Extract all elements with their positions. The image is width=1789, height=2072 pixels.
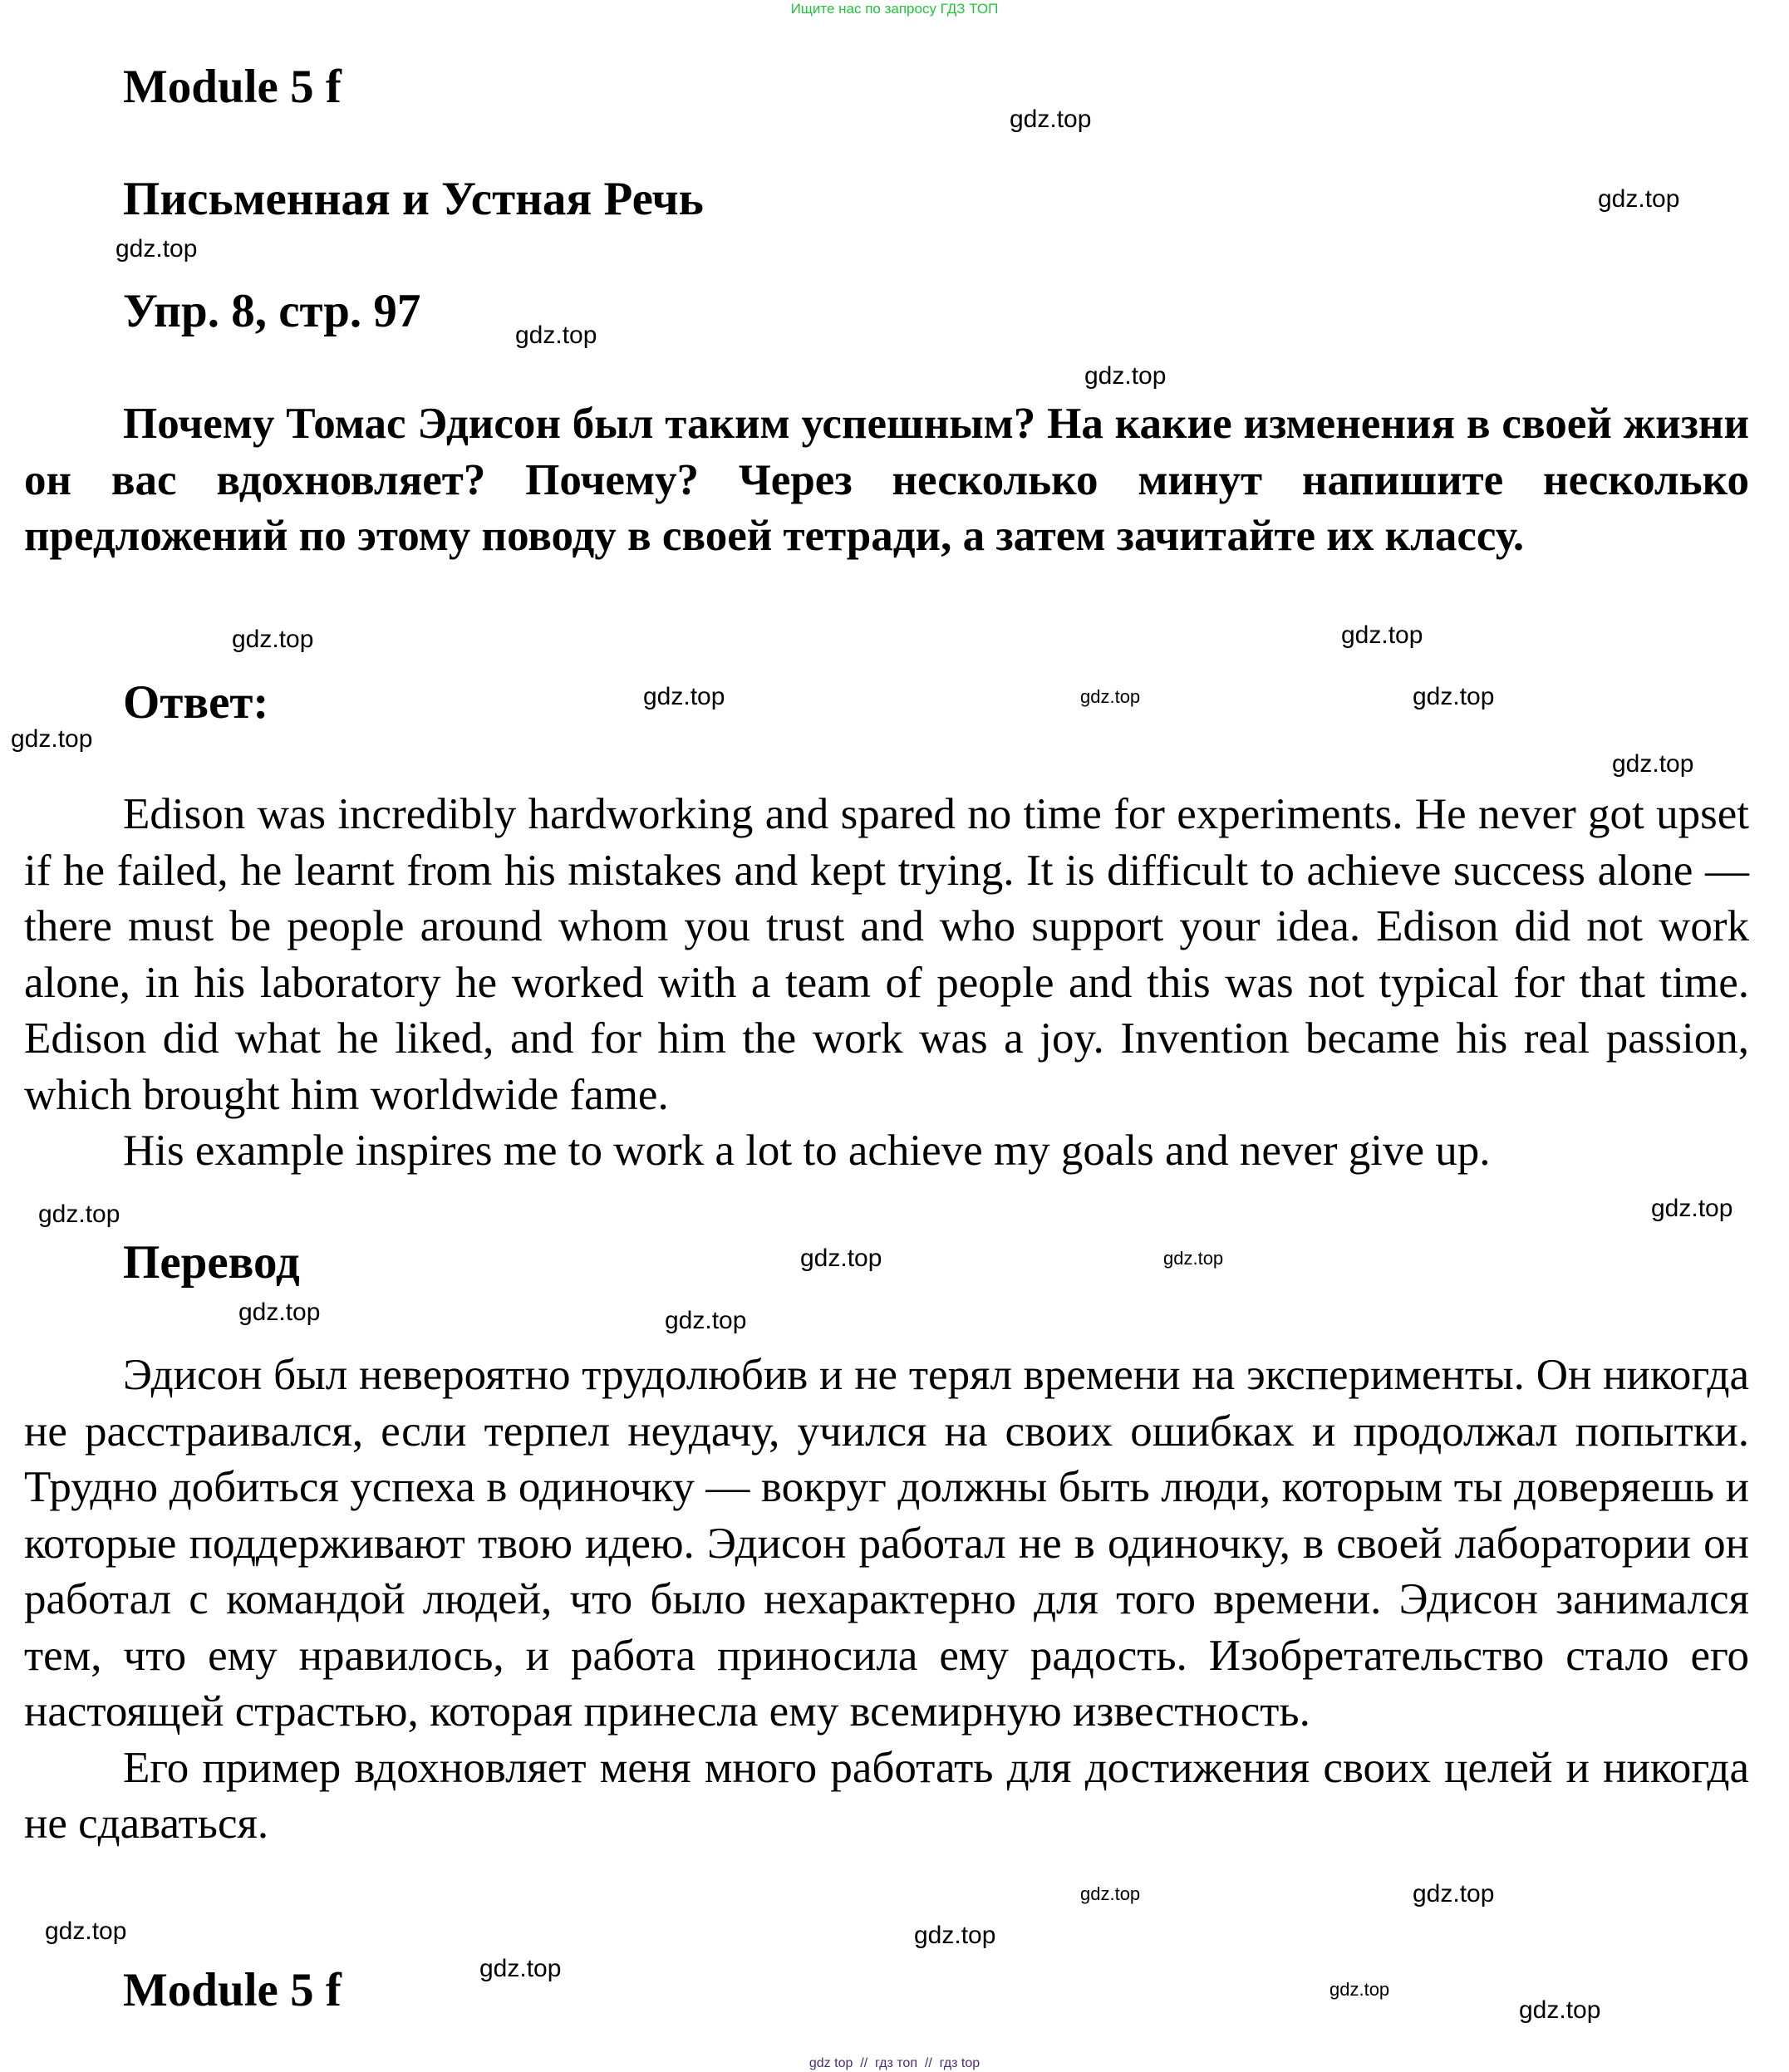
- watermark: gdz.top: [1080, 1883, 1141, 1904]
- watermark: gdz.top: [1598, 185, 1680, 213]
- watermark: gdz.top: [1413, 1880, 1495, 1908]
- watermark: gdz.top: [1080, 686, 1141, 707]
- question-text: [24, 396, 1749, 565]
- search-banner: Ищите нас по запросу ГДЗ ТОП: [790, 1, 999, 17]
- watermark: gdz.top: [1329, 1979, 1390, 2000]
- section-title: Письменная и Устная Речь: [123, 173, 704, 225]
- translation-paragraph: Эдисон был невероятно трудолюбив и не терял времени на эксперименты. Он никогда не расстраивался, если терпел неудачу, учился на своих ошибках и продолжал попытки. Трудно добиться успеха в одиночку — вокруг должны быть люди, которым ты доверяешь и которые поддерживают твою идею. Эдисон работал не в одиночку, в своей лаборатории он работал с командой людей, что было нехарактерно для того времени. Эдисон занимался тем, что ему нравилось, и работа приносила ему радость. Изобретательство стало его настоящей страстью, которая принесла ему всемирную известность.: [24, 1351, 1749, 1736]
- exercise-reference: Упр. 8, стр. 97: [123, 285, 421, 337]
- watermark: gdz.top: [1519, 1996, 1601, 2024]
- watermark: gdz.top: [232, 626, 314, 653]
- watermark: gdz.top: [1612, 750, 1694, 778]
- answer-heading: Ответ:: [123, 676, 269, 729]
- translation-heading: Перевод: [123, 1236, 300, 1289]
- answer-paragraph: His example inspires me to work a lot to achieve my goals and never give up.: [123, 1127, 1491, 1175]
- answer-text: [24, 787, 1749, 1180]
- watermark: gdz.top: [11, 725, 93, 753]
- watermark: gdz.top: [665, 1307, 747, 1334]
- module-title-bottom: Module 5 f: [123, 1964, 342, 2016]
- watermark: gdz.top: [1341, 621, 1423, 649]
- watermark: gdz.top: [1010, 106, 1092, 133]
- watermark: gdz.top: [38, 1200, 120, 1228]
- watermark: gdz.top: [115, 235, 198, 263]
- watermark: gdz.top: [515, 322, 597, 349]
- module-title: Module 5 f: [123, 61, 342, 113]
- watermark: gdz.top: [479, 1955, 562, 1982]
- watermark: gdz.top: [1163, 1248, 1224, 1269]
- watermark: gdz.top: [1084, 362, 1167, 390]
- watermark: gdz.top: [800, 1245, 882, 1272]
- question-paragraph: Почему Томас Эдисон был таким успешным? На какие изменения в своей жизни он вас вдохновляет? Почему? Через несколько минут напишите несколько предложений по этому поводу в своей тетради, а затем зачитайте их классу.: [24, 400, 1749, 560]
- answer-paragraph: Edison was incredibly hardworking and spared no time for experiments. He never got upset if he failed, he learnt from his mistakes and kept trying. It is difficult to achieve success alone — there must be people around whom you trust and who support your idea. Edison did not work alone, in his laboratory he worked with a team of people and this was not typical for that time. Edison did what he liked, and for him the work was a joy. Invention became his real passion, which brought him worldwide fame.: [24, 790, 1749, 1119]
- watermark: gdz.top: [643, 683, 725, 710]
- watermark: gdz.top: [914, 1922, 996, 1949]
- watermark: gdz.top: [1651, 1195, 1733, 1222]
- watermark: gdz.top: [1413, 683, 1495, 710]
- watermark: gdz.top: [45, 1917, 127, 1945]
- footer-links: gdz top // гдз топ // гдз top: [808, 2056, 981, 2070]
- translation-text: [24, 1348, 1749, 1853]
- translation-paragraph: Его пример вдохновляет меня много работать для достижения своих целей и никогда не сдаваться.: [24, 1743, 1749, 1848]
- watermark: gdz.top: [238, 1299, 321, 1326]
